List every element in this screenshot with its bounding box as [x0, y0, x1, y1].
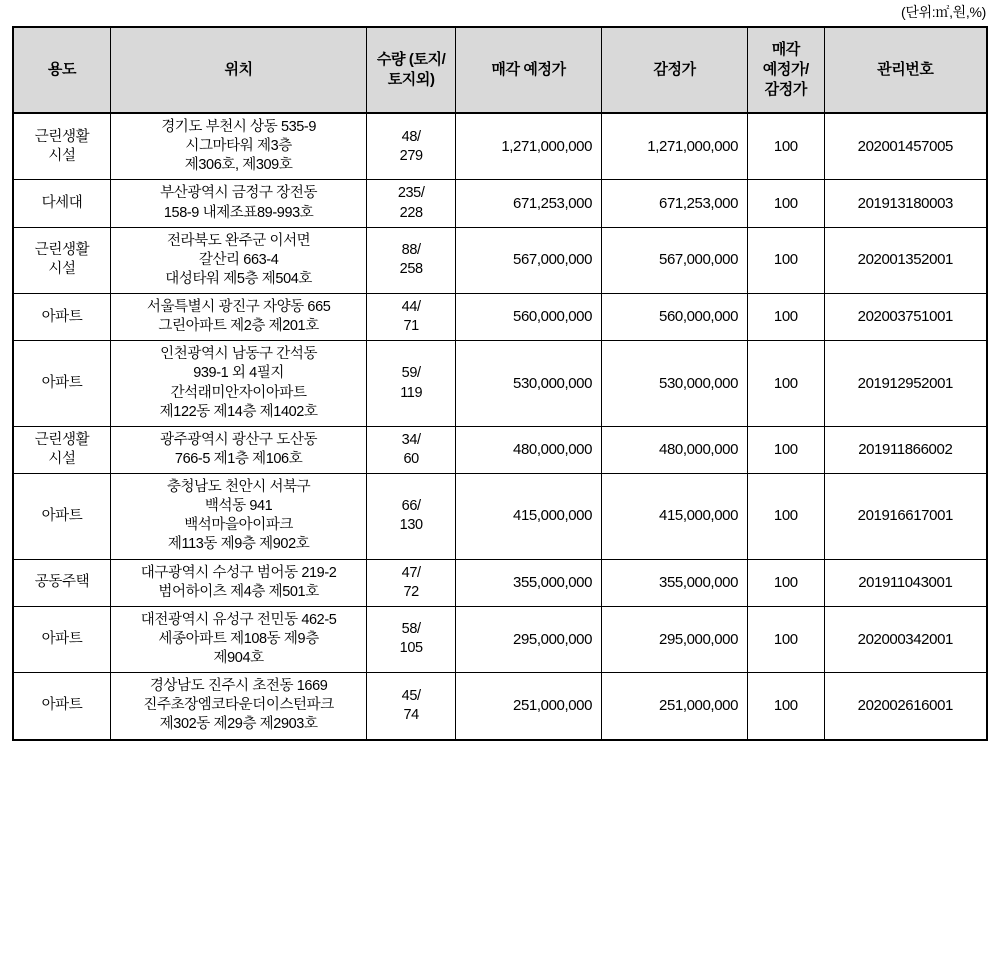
cell-sale-price: 355,000,000 — [456, 559, 602, 606]
cell-location-line: 대성타워 제5층 제504호 — [165, 270, 313, 287]
column-header-quantity-line-1: 수량 — [376, 51, 406, 69]
cell-quantity-land: 88/ — [401, 242, 421, 259]
cell-quantity-land: 48/ — [401, 128, 421, 145]
cell-ratio: 100 — [748, 673, 825, 740]
cell-sale-price: 295,000,000 — [456, 606, 602, 672]
cell-mgmt-no: 201911866002 — [824, 426, 987, 473]
cell-mgmt-no: 202002616001 — [824, 673, 987, 740]
column-header-ratio-line-2: 예정가/ — [762, 61, 809, 79]
property-listing-table — [12, 26, 988, 741]
cell-location-line: 경상남도 진주시 초전동 1669 — [149, 678, 328, 695]
cell-sale-price: 530,000,000 — [456, 341, 602, 427]
cell-quantity-other: 71 — [403, 318, 419, 335]
cell-mgmt-no: 201912952001 — [824, 341, 987, 427]
cell-quantity-land: 34/ — [401, 431, 421, 448]
cell-quantity — [367, 559, 456, 606]
cell-appraisal: 560,000,000 — [602, 294, 748, 341]
cell-appraisal: 295,000,000 — [602, 606, 748, 672]
cell-location-line: 서울특별시 광진구 자양동 665 — [146, 299, 331, 315]
cell-use-line: 다세대 — [41, 194, 83, 211]
cell-quantity-land: 44/ — [401, 299, 421, 315]
cell-location — [111, 227, 367, 293]
cell-mgmt-no: 201913180003 — [824, 180, 987, 227]
cell-ratio: 100 — [748, 180, 825, 227]
cell-use — [13, 294, 111, 341]
cell-quantity-other: 119 — [400, 384, 423, 401]
cell-location-line: 범어하이츠 제4층 제501호 — [158, 583, 319, 600]
cell-mgmt-no: 202003751001 — [824, 294, 987, 341]
cell-use — [13, 474, 111, 560]
cell-location-line: 시그마타워 제3층 — [185, 138, 292, 155]
cell-location-line: 766-5 제1층 제106호 — [174, 450, 303, 467]
cell-quantity — [367, 474, 456, 560]
table-row — [13, 606, 987, 672]
cell-ratio: 100 — [748, 341, 825, 427]
cell-quantity-other: 60 — [403, 450, 419, 467]
table-row — [13, 426, 987, 473]
cell-location-line: 대구광역시 수성구 범어동 219-2 — [140, 564, 337, 581]
table-row — [13, 673, 987, 740]
cell-use-line: 아파트 — [41, 374, 83, 391]
cell-appraisal: 530,000,000 — [602, 341, 748, 427]
cell-location — [111, 341, 367, 427]
cell-quantity-other: 228 — [399, 204, 423, 221]
cell-location — [111, 559, 367, 606]
cell-use-line: 아파트 — [41, 697, 83, 714]
cell-location-line: 제122동 제14층 제1402호 — [159, 403, 318, 420]
cell-mgmt-no: 202001457005 — [824, 113, 987, 180]
table-row — [13, 180, 987, 227]
cell-ratio: 100 — [748, 113, 825, 180]
column-header-sale-price-line-2: 예정가 — [523, 61, 566, 79]
cell-appraisal: 480,000,000 — [602, 426, 748, 473]
cell-location-line: 인천광역시 남동구 간석동 — [160, 346, 318, 363]
cell-mgmt-no: 202001352001 — [824, 227, 987, 293]
cell-appraisal: 1,271,000,000 — [602, 113, 748, 180]
table-row — [13, 559, 987, 606]
table-row — [13, 474, 987, 560]
cell-quantity — [367, 294, 456, 341]
cell-use — [13, 559, 111, 606]
cell-sale-price: 1,271,000,000 — [456, 113, 602, 180]
cell-location — [111, 426, 367, 473]
cell-location-line: 경기도 부천시 상동 535-9 — [161, 119, 317, 135]
table-row — [13, 294, 987, 341]
cell-mgmt-no: 201916617001 — [824, 474, 987, 560]
column-header-ratio-line-1: 매각 — [771, 41, 800, 59]
cell-ratio: 100 — [748, 606, 825, 672]
cell-use — [13, 180, 111, 227]
column-header-sale-price — [456, 27, 602, 113]
cell-mgmt-no: 202000342001 — [824, 606, 987, 672]
header-row — [13, 27, 987, 113]
cell-quantity-land: 45/ — [401, 687, 421, 704]
cell-location-line: 제113동 제9층 제902호 — [167, 536, 310, 553]
cell-appraisal: 671,253,000 — [602, 180, 748, 227]
cell-sale-price: 480,000,000 — [456, 426, 602, 473]
unit-note: (단위:㎡,원,%) — [900, 4, 986, 20]
column-header-quantity-line-2: (토지/ — [408, 51, 446, 69]
cell-location-line: 세종아파트 제108동 제9층 — [158, 630, 319, 647]
cell-sale-price: 415,000,000 — [456, 474, 602, 560]
cell-quantity — [367, 606, 456, 672]
cell-sale-price: 671,253,000 — [456, 180, 602, 227]
cell-appraisal: 415,000,000 — [602, 474, 748, 560]
column-header-quantity-line-3: 토지외) — [387, 71, 435, 88]
cell-quantity — [367, 673, 456, 740]
column-header-location: 위치 — [111, 27, 367, 113]
cell-location-line: 대전광역시 유성구 전민동 462-5 — [140, 611, 337, 628]
cell-quantity-other: 105 — [399, 640, 423, 657]
column-header-sale-price-line-1: 매각 — [491, 61, 520, 79]
cell-location-line: 충청남도 천안시 서북구 — [166, 479, 311, 495]
column-header-ratio — [748, 27, 825, 113]
cell-quantity-other: 258 — [399, 261, 423, 278]
cell-location-line: 백석동 941 — [204, 498, 273, 515]
cell-location — [111, 474, 367, 560]
cell-quantity-land: 47/ — [401, 564, 421, 581]
cell-quantity-other: 74 — [403, 706, 419, 723]
cell-quantity-land: 58/ — [401, 621, 421, 638]
cell-quantity — [367, 341, 456, 427]
cell-use-line: 시설 — [48, 450, 76, 467]
cell-location-line: 갈산리 663-4 — [198, 251, 279, 268]
table-body — [13, 113, 987, 740]
cell-use — [13, 113, 111, 180]
cell-use — [13, 341, 111, 427]
cell-sale-price: 251,000,000 — [456, 673, 602, 740]
cell-use-line: 공동주택 — [34, 574, 90, 591]
cell-quantity-other: 279 — [399, 147, 423, 164]
cell-quantity — [367, 113, 456, 180]
table-row — [13, 341, 987, 427]
cell-location — [111, 606, 367, 672]
cell-location-line: 그린아파트 제2층 제201호 — [158, 318, 319, 335]
table-row — [13, 227, 987, 293]
cell-quantity — [367, 180, 456, 227]
cell-mgmt-no: 201911043001 — [824, 559, 987, 606]
cell-use-line: 근린생활 — [34, 242, 90, 259]
cell-ratio: 100 — [748, 559, 825, 606]
cell-quantity — [367, 426, 456, 473]
cell-ratio: 100 — [748, 294, 825, 341]
cell-sale-price: 560,000,000 — [456, 294, 602, 341]
cell-quantity-land: 59/ — [401, 365, 421, 382]
cell-location — [111, 180, 367, 227]
cell-location-line: 진주초장엠코타운더이스턴파크 — [143, 697, 334, 714]
cell-location-line: 158-9 내제조표89-993호 — [163, 204, 314, 221]
cell-use-line: 시설 — [48, 147, 76, 164]
cell-location — [111, 294, 367, 341]
column-header-ratio-line-3: 감정가 — [764, 80, 807, 98]
column-header-mgmt-no: 관리번호 — [824, 27, 987, 113]
cell-sale-price: 567,000,000 — [456, 227, 602, 293]
column-header-quantity — [367, 27, 456, 113]
cell-ratio: 100 — [748, 474, 825, 560]
cell-location-line: 광주광역시 광산구 도산동 — [160, 431, 318, 448]
cell-use — [13, 606, 111, 672]
cell-use-line: 근린생활 — [34, 431, 90, 448]
table-row — [13, 113, 987, 180]
cell-ratio: 100 — [748, 426, 825, 473]
cell-location-line: 간석래미안자이아파트 — [170, 384, 307, 401]
cell-location-line: 부산광역시 금정구 장전동 — [160, 185, 318, 202]
cell-use — [13, 673, 111, 740]
cell-appraisal: 567,000,000 — [602, 227, 748, 293]
cell-quantity-land: 66/ — [401, 498, 421, 515]
cell-quantity-land: 235/ — [397, 185, 425, 202]
cell-use-line: 아파트 — [41, 507, 83, 524]
cell-use — [13, 426, 111, 473]
cell-appraisal: 355,000,000 — [602, 559, 748, 606]
cell-quantity — [367, 227, 456, 293]
cell-ratio: 100 — [748, 227, 825, 293]
cell-location-line: 제904호 — [213, 650, 264, 666]
cell-use-line: 아파트 — [41, 630, 83, 647]
cell-appraisal: 251,000,000 — [602, 673, 748, 740]
cell-location-line: 제302동 제29층 제2903호 — [159, 716, 318, 733]
cell-location — [111, 673, 367, 740]
cell-location-line: 백석마을아이파크 — [184, 517, 294, 534]
cell-location-line: 939-1 외 4필지 — [193, 365, 285, 382]
cell-quantity-other: 130 — [399, 517, 423, 534]
cell-use-line: 시설 — [48, 261, 76, 278]
cell-use-line: 아파트 — [41, 308, 83, 325]
cell-quantity-other: 72 — [403, 583, 419, 600]
cell-location — [111, 113, 367, 180]
cell-use-line: 근린생활 — [34, 128, 90, 145]
cell-use — [13, 227, 111, 293]
column-header-appraisal: 감정가 — [602, 27, 748, 113]
cell-location-line: 제306호, 제309호 — [184, 157, 293, 174]
cell-location-line: 전라북도 완주군 이서면 — [166, 232, 311, 249]
column-header-use: 용도 — [13, 27, 111, 113]
table-header — [13, 27, 987, 113]
